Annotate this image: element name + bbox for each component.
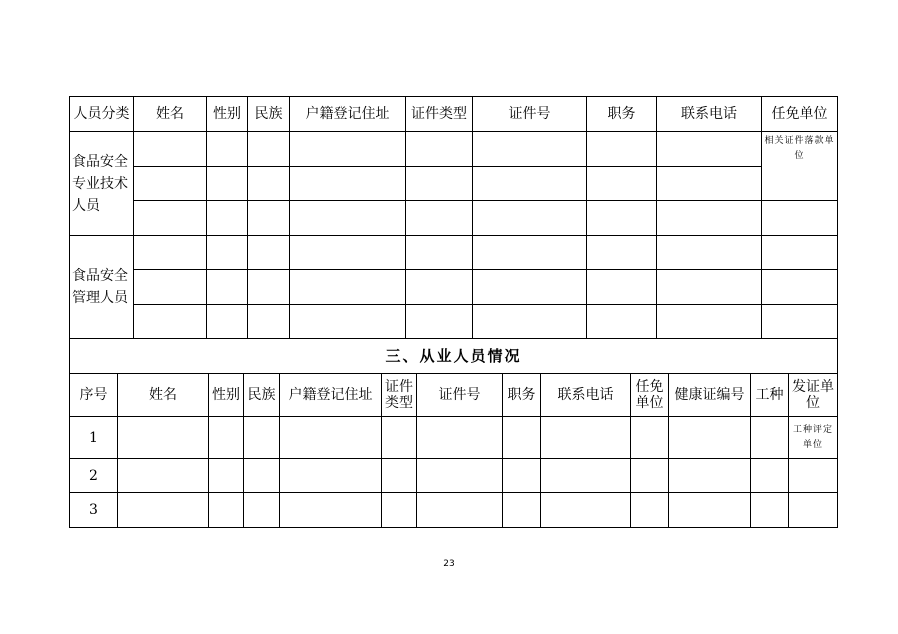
header-cell: 性别 <box>209 374 244 417</box>
section-title-row <box>70 339 838 374</box>
header-cell: 证件号 <box>417 374 503 417</box>
header-cell: 发证单位 <box>789 374 838 417</box>
header-cell: 职务 <box>587 97 657 132</box>
table-header-row <box>70 374 838 417</box>
header-cell: 民族 <box>248 97 290 132</box>
header-cell: 证件类型 <box>382 374 417 417</box>
header-cell: 户籍登记住址 <box>280 374 382 417</box>
row-index: 3 <box>70 493 118 528</box>
header-cell: 民族 <box>244 374 280 417</box>
section-title: 三、从业人员情况 <box>70 339 838 374</box>
category-label: 食品安全专业技术人员 <box>70 132 134 236</box>
header-cell: 任免单位 <box>762 97 838 132</box>
personnel-table <box>69 96 838 339</box>
table-row <box>70 459 838 493</box>
header-cell: 序号 <box>70 374 118 417</box>
table-row <box>70 201 838 236</box>
header-cell: 户籍登记住址 <box>290 97 406 132</box>
header-cell: 性别 <box>207 97 248 132</box>
table-header-row <box>70 97 838 132</box>
page-number: 23 <box>443 559 455 569</box>
header-cell: 联系电话 <box>541 374 631 417</box>
header-cell: 健康证编号 <box>669 374 751 417</box>
table-row <box>70 305 838 339</box>
header-cell: 证件类型 <box>406 97 473 132</box>
row-index: 1 <box>70 417 118 459</box>
header-cell: 姓名 <box>118 374 209 417</box>
table-row <box>70 132 838 167</box>
staff-table <box>69 338 838 528</box>
table-row <box>70 236 838 270</box>
table-row <box>70 493 838 528</box>
header-cell: 人员分类 <box>70 97 134 132</box>
row-index: 2 <box>70 459 118 493</box>
header-cell: 职务 <box>503 374 541 417</box>
table-row <box>70 417 838 459</box>
header-cell: 证件号 <box>473 97 587 132</box>
header-cell: 联系电话 <box>657 97 762 132</box>
table-row <box>70 167 838 201</box>
category-label: 食品安全管理人员 <box>70 236 134 339</box>
note-cell: 工种评定单位 <box>789 417 838 459</box>
note-cell: 相关证件落款单位 <box>762 132 838 201</box>
header-cell: 姓名 <box>134 97 207 132</box>
table-row <box>70 270 838 305</box>
header-cell: 任免单位 <box>631 374 669 417</box>
header-cell: 工种 <box>751 374 789 417</box>
